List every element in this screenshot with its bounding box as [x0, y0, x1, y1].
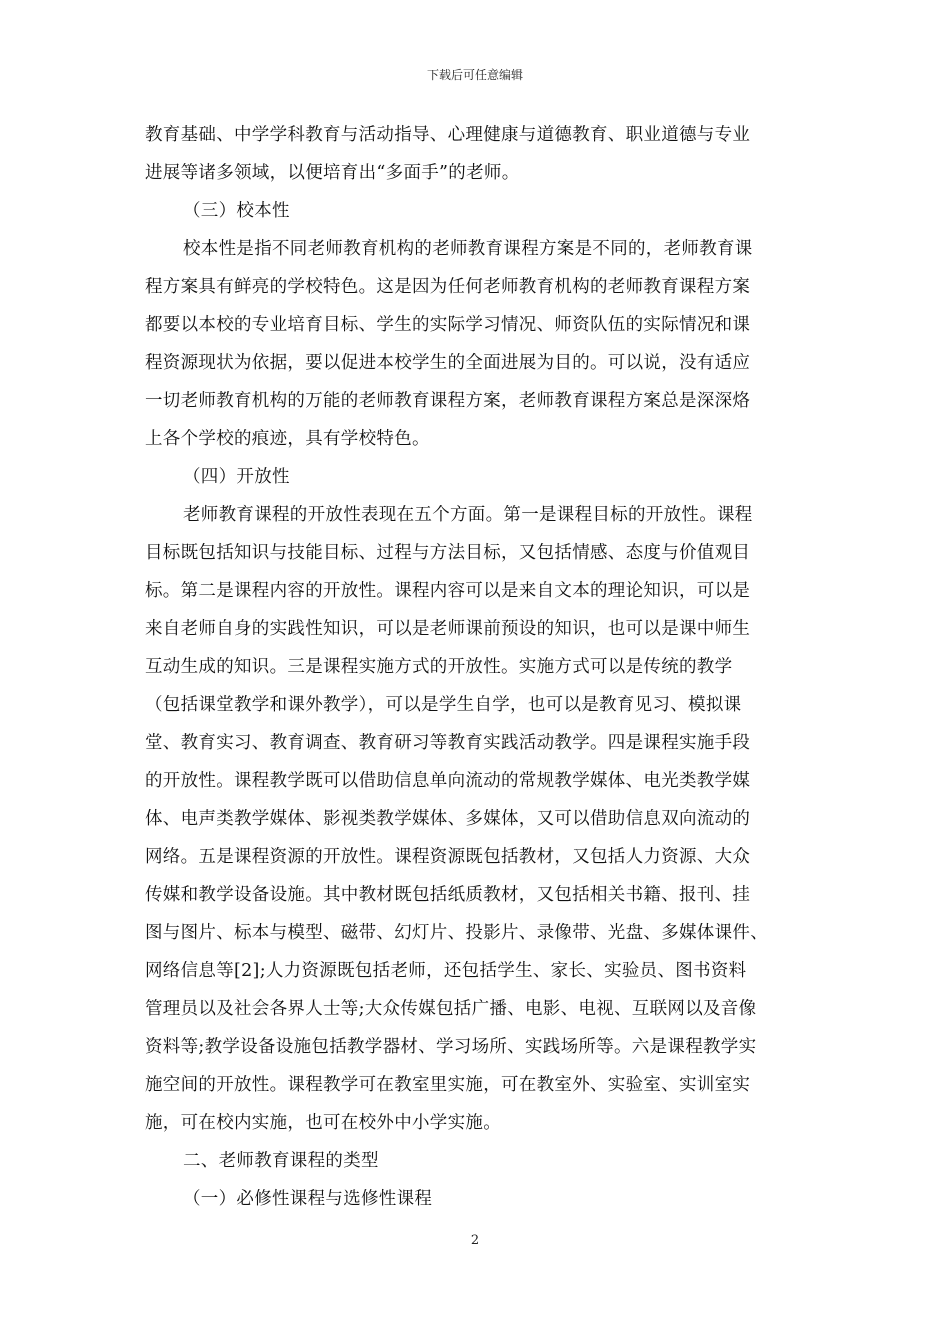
text-line: 施，可在校内实施，也可在校外中小学实施。	[145, 1113, 501, 1133]
text-line: 网络。五是课程资源的开放性。课程资源既包括教材，又包括人力资源、大众	[145, 847, 751, 867]
text-line: 传媒和教学设备设施。其中教材既包括纸质教材，又包括相关书籍、报刊、挂	[145, 885, 751, 905]
section-heading: （三）校本性	[183, 201, 290, 221]
text-line: 进展等诸多领域，以便培育出“多面手”的老师。	[145, 163, 520, 183]
text-line: （包括课堂教学和课外教学），可以是学生自学，也可以是教育见习、模拟课	[145, 695, 742, 715]
text-line: 上各个学校的痕迹，具有学校特色。	[145, 429, 430, 449]
text-line: 都要以本校的专业培育目标、学生的实际学习情况、师资队伍的实际情况和课	[145, 315, 751, 335]
body-text	[145, 116, 810, 1218]
text-line: 目标既包括知识与技能目标、过程与方法目标，又包括情感、态度与价值观目	[145, 543, 751, 563]
text-line: 来自老师自身的实践性知识，可以是老师课前预设的知识，也可以是课中师生	[145, 619, 751, 639]
text-line: 资料等;教学设备设施包括教学器材、学习场所、实践场所等。六是课程教学实	[145, 1037, 757, 1057]
section-heading: （四）开放性	[183, 467, 290, 487]
text-line: 施空间的开放性。课程教学可在教室里实施，可在教室外、实验室、实训室实	[145, 1075, 751, 1095]
page-number: 2	[470, 1233, 480, 1248]
text-line: 管理员以及社会各界人士等;大众传媒包括广播、电影、电视、互联网以及音像	[145, 999, 757, 1019]
text-line: 堂、教育实习、教育调查、教育研习等教育实践活动教学。四是课程实施手段	[145, 733, 751, 753]
text-line: 程方案具有鲜亮的学校特色。这是因为任何老师教育机构的老师教育课程方案	[145, 277, 751, 297]
text-line: 体、电声类教学媒体、影视类教学媒体、多媒体，又可以借助信息双向流动的	[145, 809, 751, 829]
text-line: 标。第二是课程内容的开放性。课程内容可以是来自文本的理论知识，可以是	[145, 581, 751, 601]
text-line: 的开放性。课程教学既可以借助信息单向流动的常规教学媒体、电光类教学媒	[145, 771, 751, 791]
page-header: 下载后可任意编辑	[426, 68, 523, 82]
text-line: 校本性是指不同老师教育机构的老师教育课程方案是不同的，老师教育课	[183, 239, 753, 259]
text-line: 程资源现状为依据，要以促进本校学生的全面进展为目的。可以说，没有适应	[145, 353, 751, 373]
section-heading: 二、老师教育课程的类型	[183, 1151, 379, 1171]
text-line: 互动生成的知识。三是课程实施方式的开放性。实施方式可以是传统的教学	[145, 657, 733, 677]
text-line: 图与图片、标本与模型、磁带、幻灯片、投影片、录像带、光盘、多媒体课件、	[145, 923, 768, 943]
text-line: 教育基础、中学学科教育与活动指导、心理健康与道德教育、职业道德与专业	[145, 125, 751, 145]
text-line: 网络信息等[2];人力资源既包括老师，还包括学生、家长、实验员、图书资料	[145, 961, 747, 981]
text-line: 一切老师教育机构的万能的老师教育课程方案，老师教育课程方案总是深深烙	[145, 391, 751, 411]
text-line: 老师教育课程的开放性表现在五个方面。第一是课程目标的开放性。课程	[183, 505, 753, 525]
section-heading: （一）必修性课程与选修性课程	[183, 1189, 433, 1209]
